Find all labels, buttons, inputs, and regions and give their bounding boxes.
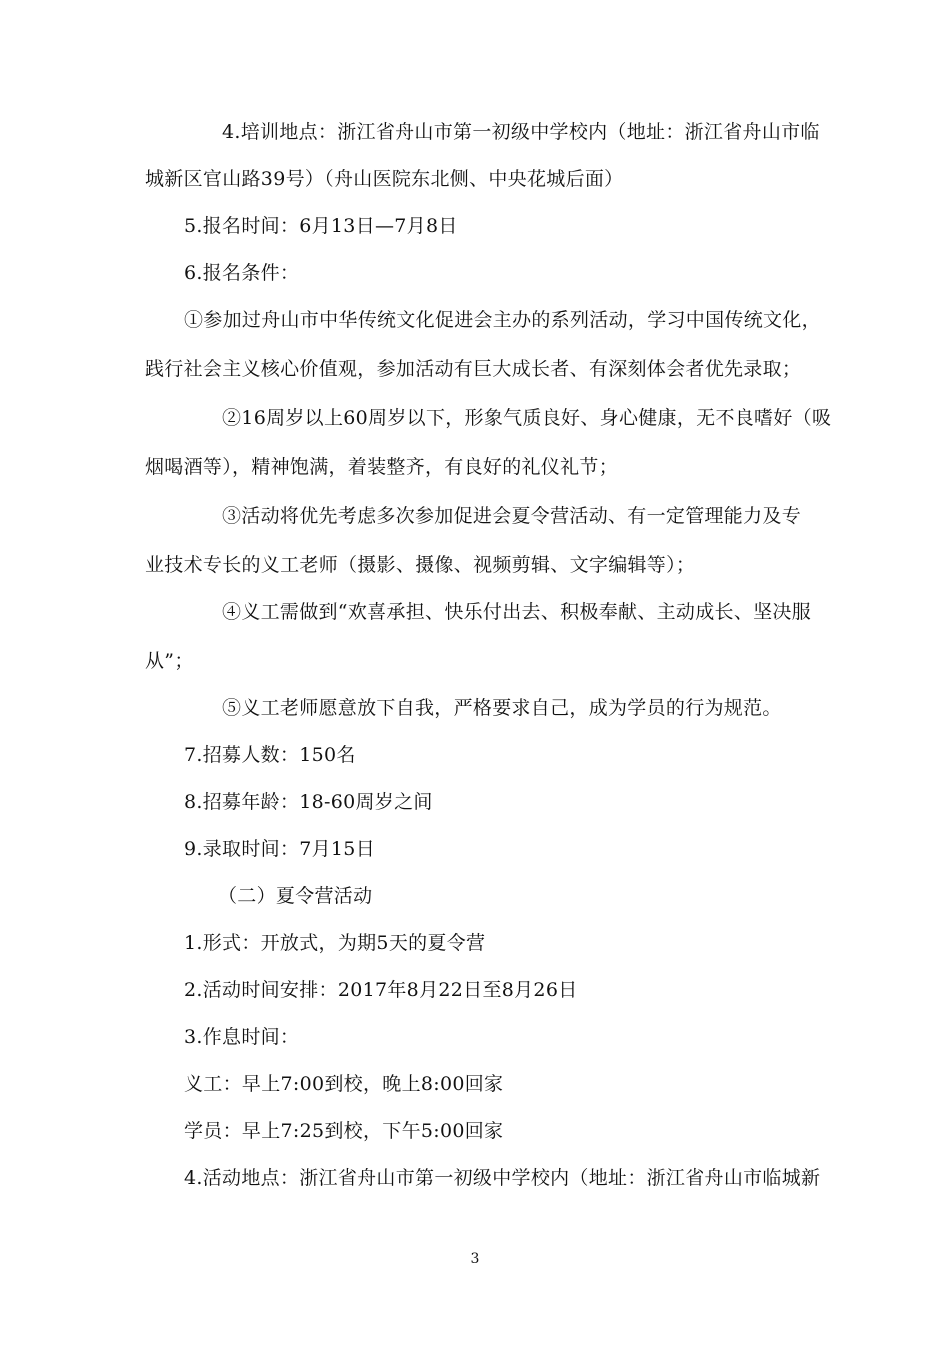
text-line: 城新区官山路39号）（舟山医院东北侧、中央花城后面） [145, 168, 624, 190]
text-line: 学员：早上7:25到校，下午5:00回家 [184, 1120, 504, 1142]
text-line: ③活动将优先考虑多次参加促进会夏令营活动、有一定管理能力及专 [222, 505, 802, 527]
text-line: 6.报名条件： [184, 262, 300, 284]
text-line: ②16周岁以上60周岁以下，形象气质良好、身心健康，无不良嗜好（吸 [222, 407, 832, 429]
text-line: 8.招募年龄：18-60周岁之间 [184, 791, 433, 813]
text-line: 践行社会主义核心价值观，参加活动有巨大成长者、有深刻体会者优先录取； [145, 358, 802, 380]
page-number: 3 [470, 1251, 480, 1267]
text-line: 烟喝酒等），精神饱满，着装整齐，有良好的礼仪礼节； [145, 456, 619, 478]
text-line: 9.录取时间：7月15日 [184, 838, 375, 860]
section-heading: （二）夏令营活动 [218, 885, 373, 907]
text-line: ①参加过舟山市中华传统文化促进会主办的系列活动，学习中国传统文化， [184, 309, 821, 331]
text-line: 业技术专长的义工老师（摄影、摄像、视频剪辑、文字编辑等）； [145, 554, 696, 576]
text-line: 1.形式：开放式，为期5天的夏令营 [184, 932, 486, 954]
text-line: 4.培训地点：浙江省舟山市第一初级中学校内（地址：浙江省舟山市临 [222, 121, 820, 143]
text-line: 3.作息时间： [184, 1026, 300, 1048]
text-line: 2.活动时间安排：2017年8月22日至8月26日 [184, 979, 578, 1001]
text-line: 义工：早上7:00到校，晚上8:00回家 [184, 1073, 504, 1095]
text-line: ⑤义工老师愿意放下自我，严格要求自己，成为学员的行为规范。 [222, 697, 782, 719]
text-line: 从”； [145, 650, 194, 672]
text-line: 7.招募人数：150名 [184, 744, 356, 766]
text-line: 5.报名时间：6月13日—7月8日 [184, 215, 458, 237]
text-line: 4.活动地点：浙江省舟山市第一初级中学校内（地址：浙江省舟山市临城新 [184, 1167, 821, 1189]
text-line: ④义工需做到“欢喜承担、快乐付出去、积极奉献、主动成长、坚决服 [222, 601, 812, 623]
